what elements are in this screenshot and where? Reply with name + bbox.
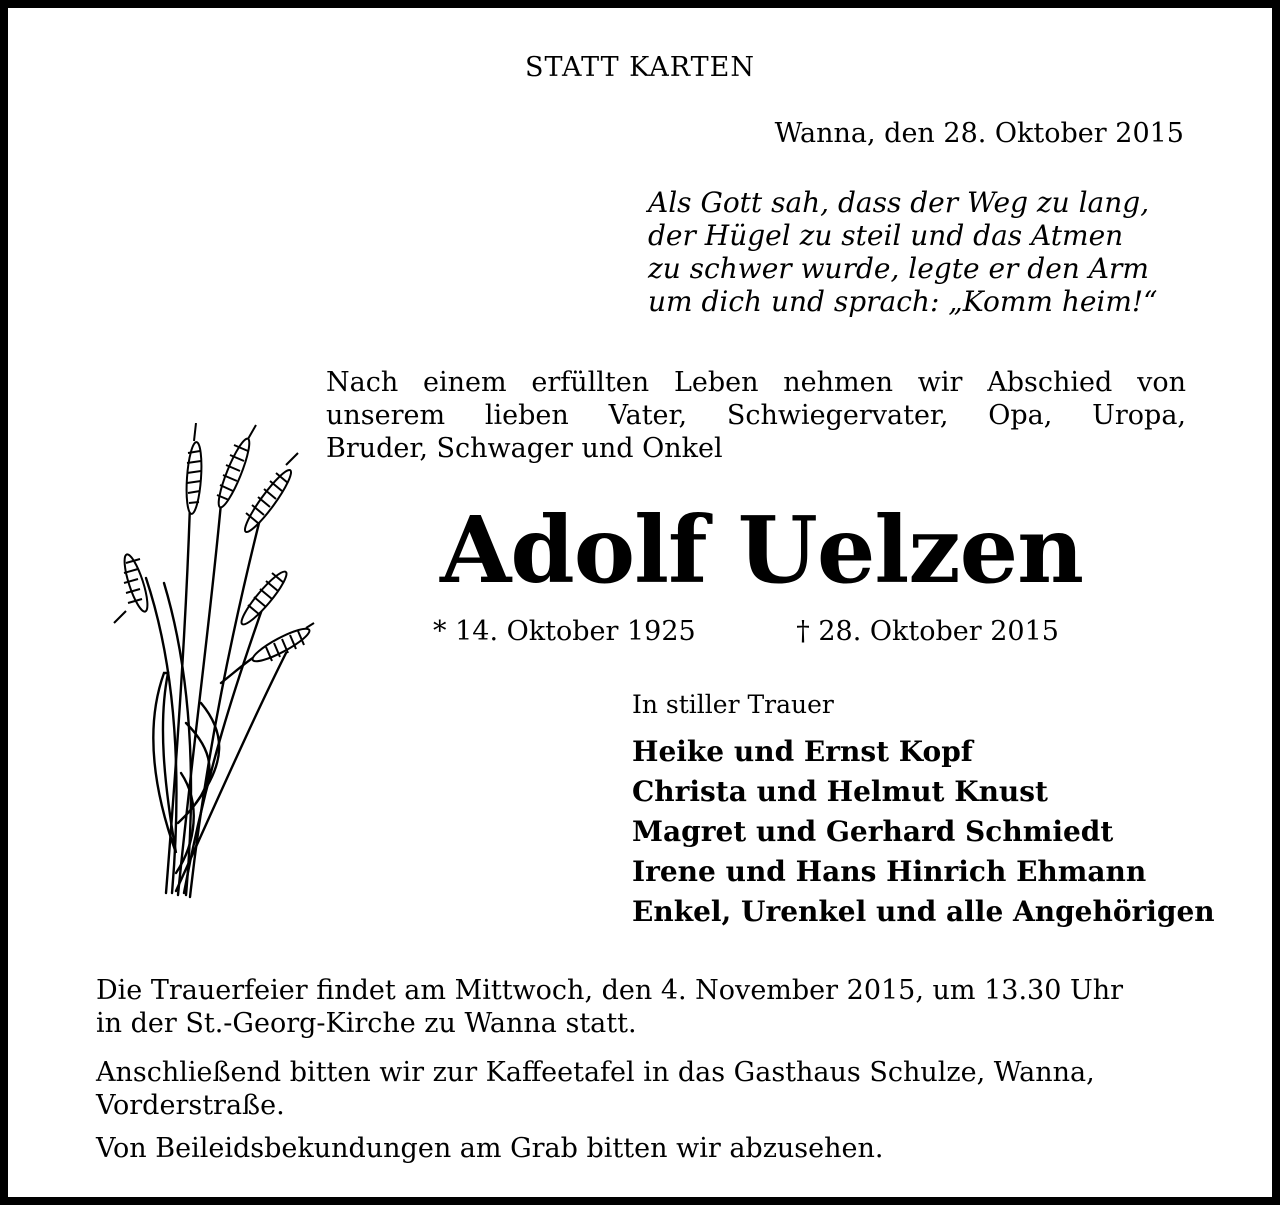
intro-line: Nach einem erfüllten Leben nehmen wir Abschied von	[326, 367, 1186, 398]
life-dates	[433, 616, 1059, 647]
poem-line: um dich und sprach: „Komm heim!“	[648, 285, 1158, 318]
notice-dateline: Wanna, den 28. Oktober 2015	[774, 118, 1184, 149]
poem	[648, 186, 1158, 318]
reception-paragraph	[96, 1056, 1186, 1122]
service-line: Die Trauerfeier findet am Mittwoch, den 4. November 2015, um 13.30 Uhr	[96, 975, 1124, 1006]
condolences-line: Von Beileidsbekundungen am Grab bitten wir abzusehen.	[96, 1133, 884, 1164]
deceased-name: Adolf Uelzen	[440, 496, 1084, 604]
notice-header: STATT KARTEN	[525, 52, 755, 83]
service-paragraph	[96, 974, 1186, 1040]
mourners-list	[632, 732, 1215, 932]
intro-paragraph	[326, 366, 1186, 465]
condolences-paragraph	[96, 1132, 1186, 1165]
mourner: Christa und Helmut Knust	[632, 775, 1048, 808]
service-line: in der St.-Georg-Kirche zu Wanna statt.	[96, 1008, 637, 1039]
mourner: Enkel, Urenkel und alle Angehörigen	[632, 895, 1215, 928]
death-date: † 28. Oktober 2015	[796, 616, 1059, 647]
mourner: Heike und Ernst Kopf	[632, 735, 973, 768]
intro-line: Bruder, Schwager und Onkel	[326, 433, 723, 464]
poem-line: der Hügel zu steil und das Atmen	[648, 219, 1124, 252]
poem-line: zu schwer wurde, legte er den Arm	[648, 252, 1149, 285]
poem-line: Als Gott sah, dass der Weg zu lang,	[648, 186, 1150, 219]
birth-date: * 14. Oktober 1925	[433, 616, 696, 647]
wheat-sheaf-icon	[106, 423, 316, 903]
reception-line: Anschließend bitten wir zur Kaffeetafel in das Gasthaus Schulze, Wanna,	[96, 1057, 1095, 1088]
intro-line: unserem lieben Vater, Schwiegervater, Opa, Uropa,	[326, 400, 1186, 431]
reception-line: Vorderstraße.	[96, 1090, 285, 1121]
mourner: Irene und Hans Hinrich Ehmann	[632, 855, 1147, 888]
mourning-label: In stiller Trauer	[632, 690, 834, 719]
mourner: Magret und Gerhard Schmiedt	[632, 815, 1114, 848]
